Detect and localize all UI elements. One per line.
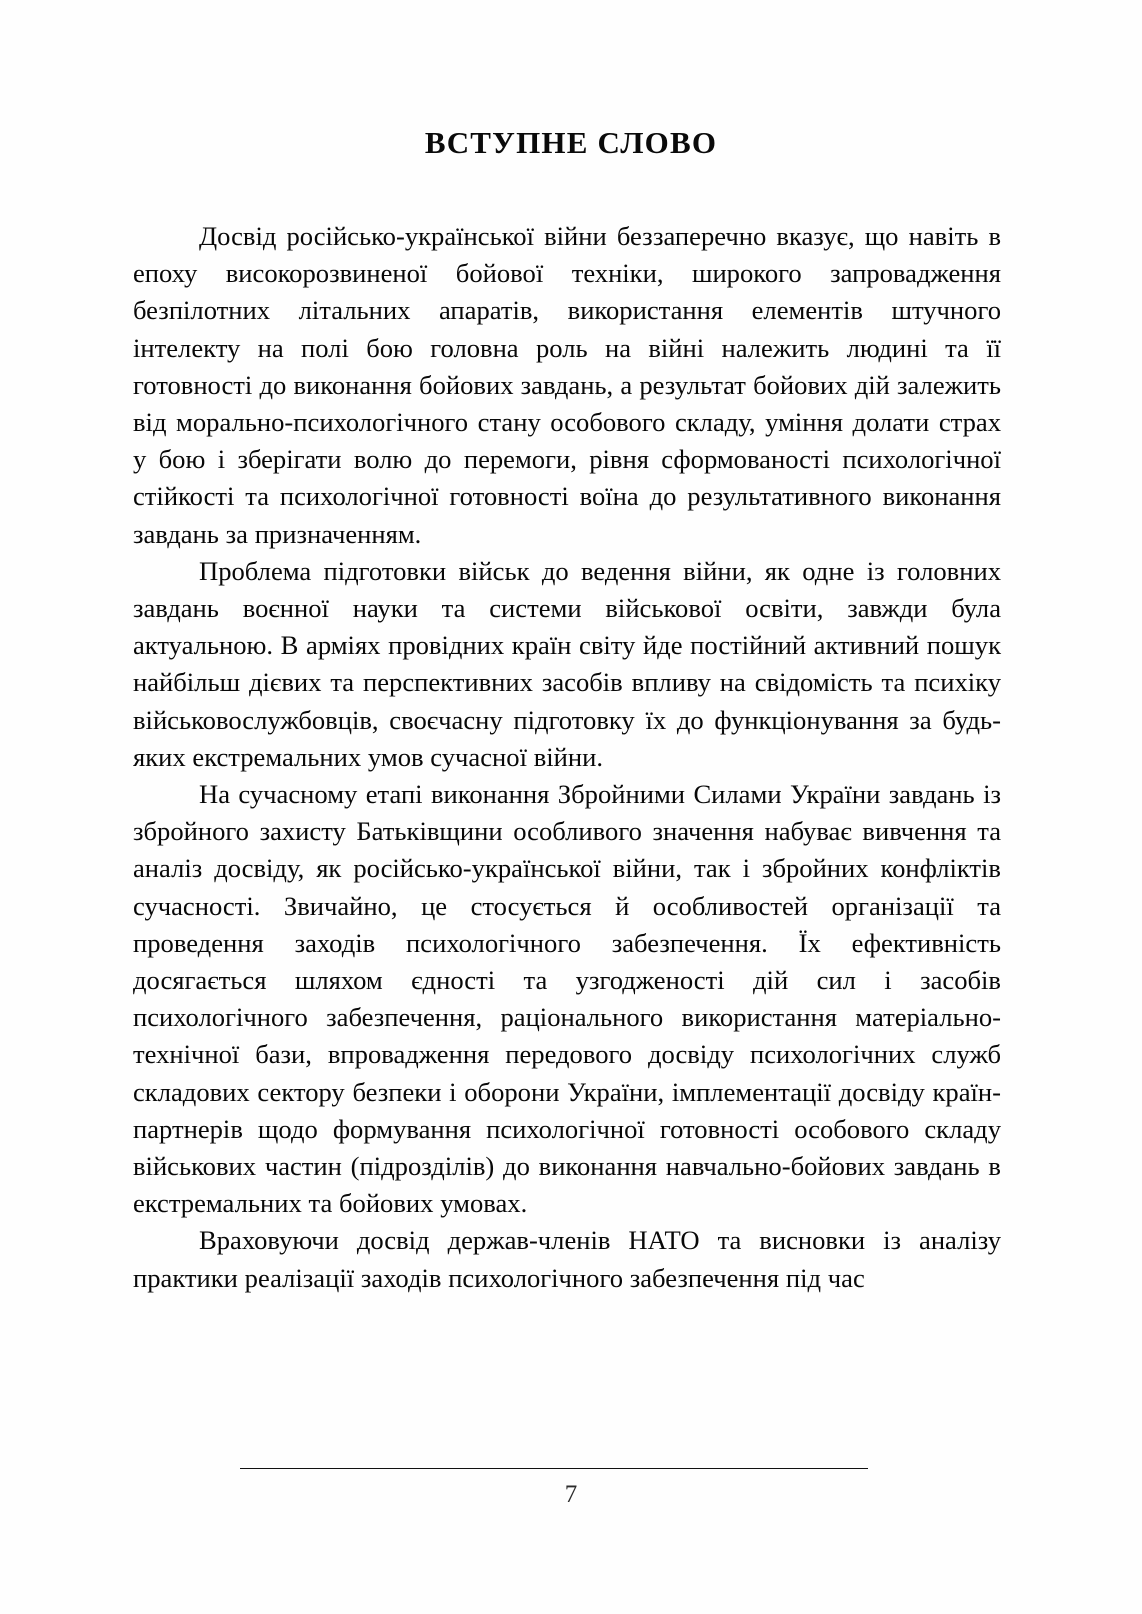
body-text-block [133, 218, 1001, 1297]
page-number: 7 [564, 1481, 578, 1508]
paragraph: Проблема підготовки військ до ведення війни, як одне із головних завдань воєнної науки та системи військової освіти, завжди була актуальною. В арміях провідних країн світу йде постійний активний пошук найбільш дієвих та перспективних засобів впливу на свідомість та психіку військовослужбовців, своєчасну підготовку їх до функціонування за будь-яких екстремальних умов сучасної війни. [133, 555, 1001, 772]
paragraph: На сучасному етапі виконання Збройними Силами України завдань із збройного захисту Батьківщини особливого значення набуває вивчення та аналіз досвіду, як російсько-української війни, так і збройних конфліктів сучасності. Звичайно, це стосується й особливостей організації та проведення заходів психологічного забезпечення. Їх ефективність досягається шляхом єдності та узгодженості дій сил і засобів психологічного забезпечення, раціонального використання матеріально-технічної бази, впровадження передового досвіду психологічних служб складових сектору безпеки і оборони України, імплементації досвіду країн-партнерів щодо формування психологічної готовності особового складу військових частин (підрозділів) до виконання навчально-бойових завдань в екстремальних та бойових умовах. [133, 779, 1001, 1219]
page-title: ВСТУПНЕ СЛОВО [424, 124, 718, 160]
footer-divider [240, 1468, 868, 1469]
paragraph: Досвід російсько-української війни беззаперечно вказує, що навіть в епоху високорозвиненої бойової техніки, широкого запровадження безпілотних літальних апаратів, використання елементів штучного інтелекту на полі бою головна роль на війні належить людині та її готовності до виконання бойових завдань, а результат бойових дій залежить від морально-психологічного стану особового складу, уміння долати страх у бою і зберігати волю до перемоги, рівня сформованості психологічної стійкості та психологічної готовності воїна до результативного виконання завдань за призначенням. [133, 221, 1001, 549]
paragraph: Враховуючи досвід держав-членів НАТО та висновки із аналізу практики реалізації заходів психологічного забезпечення під час [133, 1225, 1001, 1293]
